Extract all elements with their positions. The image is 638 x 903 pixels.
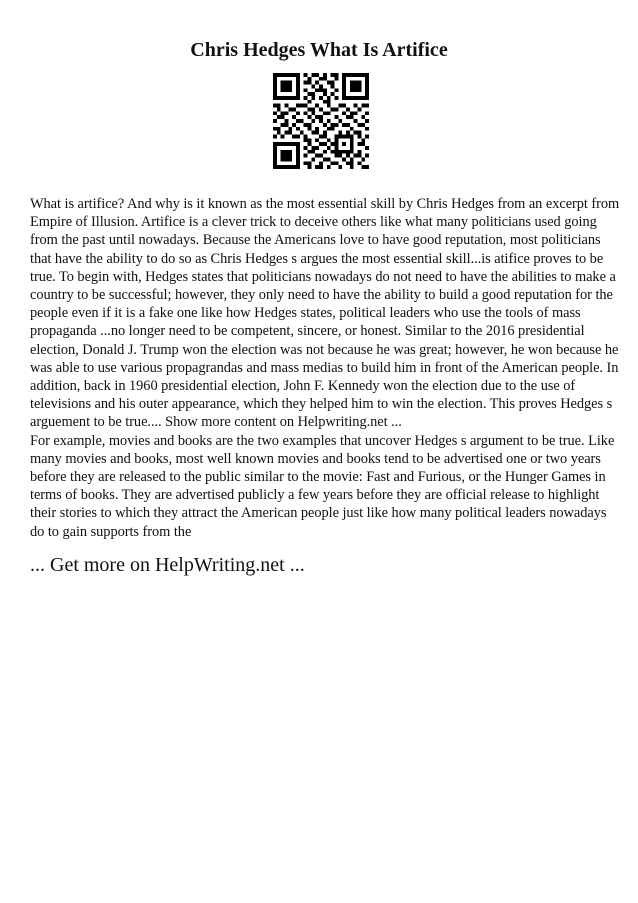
paragraph-1: What is artifice? And why is it known as the most essential skill by Chris Hedges from an excerpt from Empire of Illusion. Artifice is a clever trick to deceive others like what many politicians used going from the past until nowadays. Because the Americans love to have good reputation, most politicians that have the ability to do so as Chris Hedges s argues the most essential skill...is atifice proves to be true. To begin with, Hedges states that politicians nowadays do not need to have the abilities to make a country to be successful; however, they only need to have the ability to build a good reputation for the people even if it is a fake one like how Hedges states, political leaders who use the tools of mass propaganda ...no longer need to be competent, sincere, or honest. Similar to the 2016 presidential election, Donald J. Trump won the election was not because he was great; however, he won because he was able to use various propagrandas and mass medias to build him in front of the American people. In addition, back in 1960 presidential election, John F. Kennedy won the election due to the use of televisions and his outer appearance, which they helped him to win the election. This proves Hedges s arguement to be true.... Show more content on Helpwriting.net ... — [30, 196, 620, 431]
paragraph-2: For example, movies and books are the two examples that uncover Hedges s argument to be true. Like many movies and books, most well known movies and books tend to be advertised one or two years before they are released to the public similar to the movie: Fast and Furious, or the Hunger Games in terms of books. They are advertised publicly a few years before they are official release to highlight their stories to which they attract the American people just like how many political leaders nowadays do to gain supports from the — [30, 432, 615, 540]
get-more-link[interactable]: ... Get more on HelpWriting.net ... — [30, 554, 305, 576]
document-title: Chris Hedges What Is Artifice — [190, 39, 448, 61]
qr-code-icon — [273, 73, 369, 169]
document-body — [30, 195, 620, 541]
